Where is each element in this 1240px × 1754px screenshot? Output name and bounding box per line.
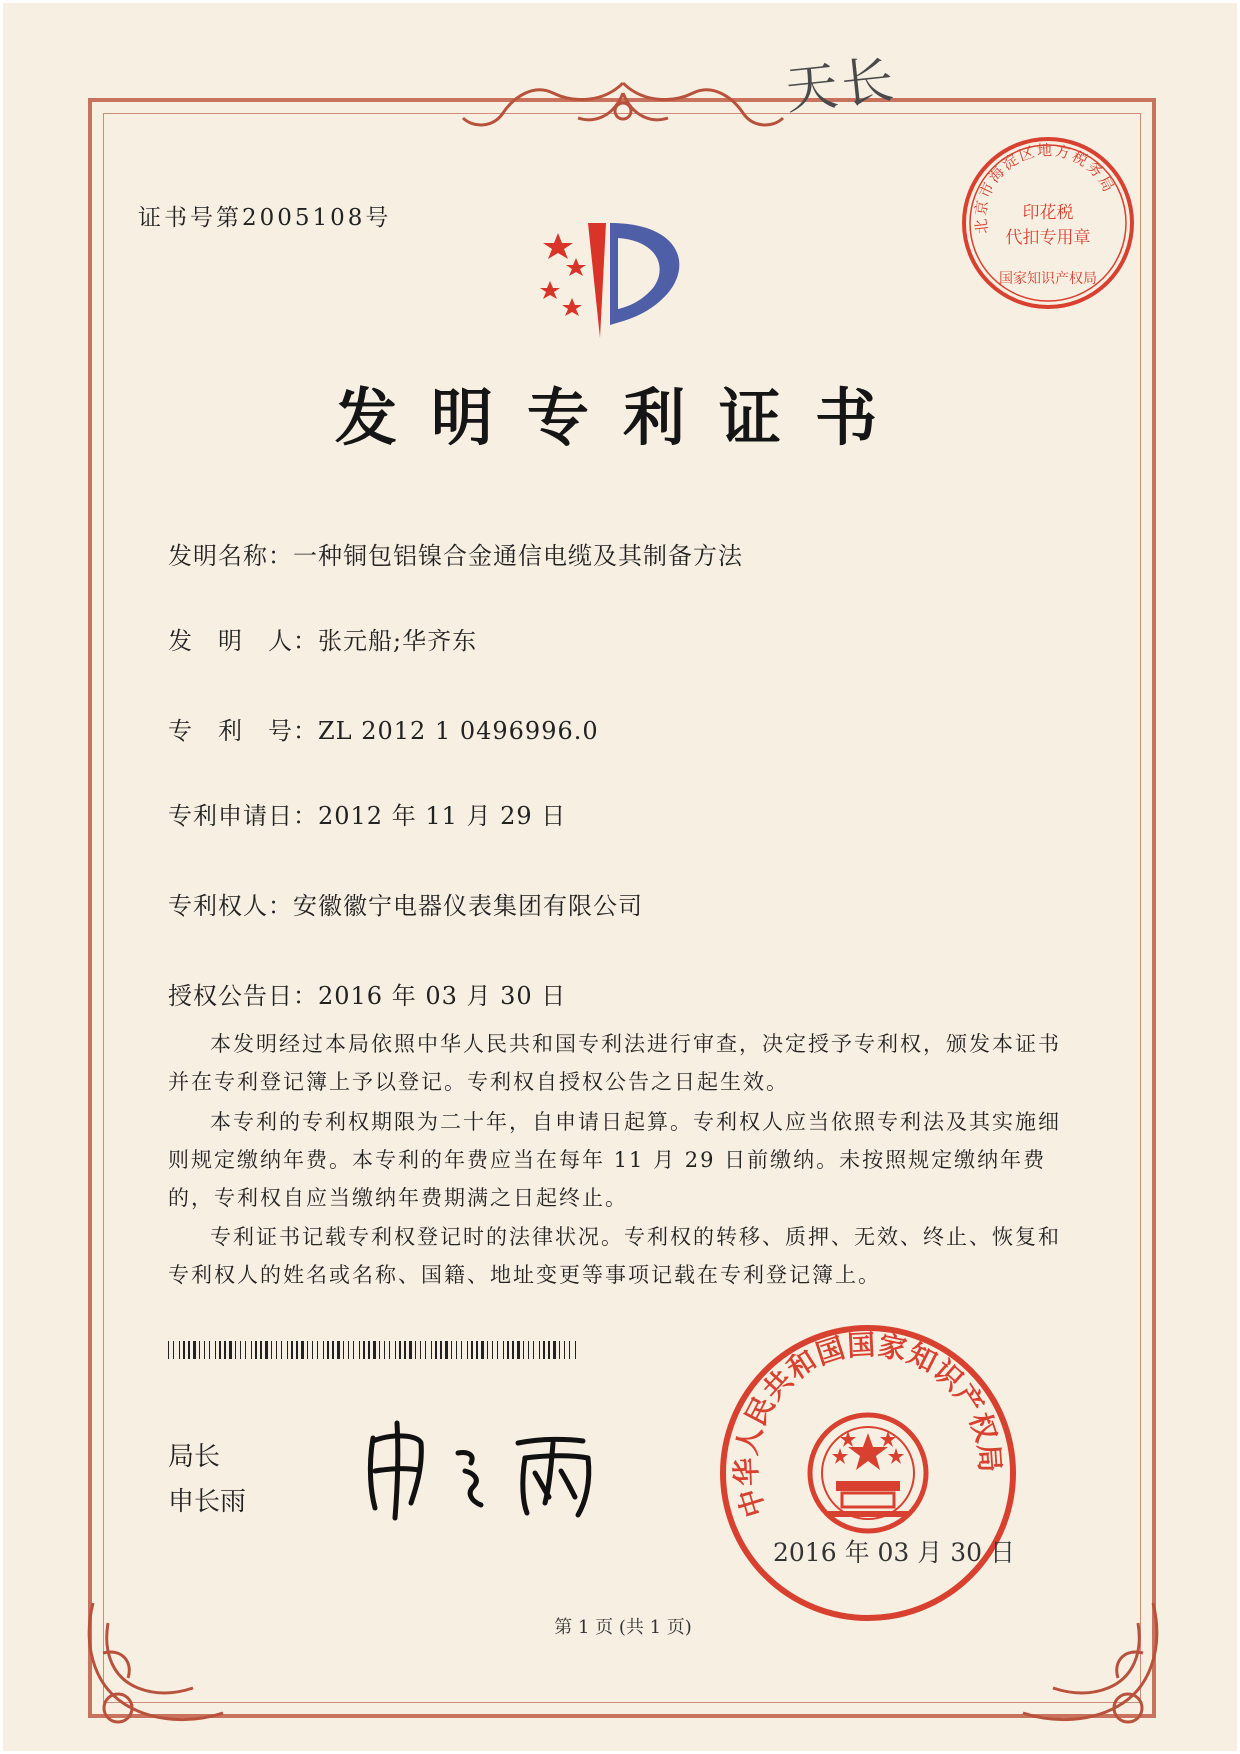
field-invention-name bbox=[168, 536, 743, 571]
patent-number-label: 专 利 号： bbox=[168, 717, 318, 745]
barcode-bar bbox=[343, 1341, 344, 1359]
chief-name: 申长雨 bbox=[168, 1487, 247, 1517]
barcode-bar bbox=[379, 1341, 380, 1359]
grant-date-label: 授权公告日： bbox=[168, 982, 318, 1010]
barcode-bar bbox=[323, 1341, 324, 1359]
tax-stamp-ring-text: 北京市海淀区地方税务局 bbox=[971, 141, 1119, 235]
barcode-bar bbox=[173, 1341, 174, 1359]
barcode-bar bbox=[395, 1341, 396, 1359]
barcode-bar bbox=[229, 1341, 232, 1359]
field-grant-date bbox=[168, 976, 566, 1011]
field-patent-number bbox=[168, 711, 599, 746]
barcode-bar bbox=[312, 1341, 313, 1359]
barcode-bar bbox=[348, 1341, 349, 1359]
barcode-bar bbox=[431, 1341, 432, 1359]
certificate-title: 发明专利证书 bbox=[334, 381, 911, 454]
barcode-bar bbox=[260, 1341, 262, 1359]
official-seal-date: 2016 年 03 月 30 日 bbox=[773, 1538, 1015, 1567]
barcode-bar bbox=[373, 1341, 376, 1359]
barcode-bar bbox=[517, 1341, 520, 1359]
barcode-bar bbox=[209, 1341, 210, 1359]
paragraph-3: 专利证书记载专利权登记时的法律状况。专利权的转移、质押、无效、终止、恢复和专利权人的姓名或名称、国籍、地址变更等事项记载在专利登记簿上。 bbox=[168, 1225, 1061, 1287]
filing-date-label: 专利申请日： bbox=[168, 802, 318, 830]
barcode-bar bbox=[503, 1341, 504, 1359]
field-patentee bbox=[168, 886, 643, 921]
barcode-bar bbox=[287, 1341, 288, 1359]
barcode-bar bbox=[384, 1341, 385, 1359]
barcode-bar bbox=[332, 1341, 334, 1359]
tax-stamp bbox=[958, 133, 1138, 313]
barcode-bar bbox=[255, 1341, 257, 1359]
barcode-bar bbox=[415, 1341, 416, 1359]
barcode-bar bbox=[481, 1341, 484, 1359]
patentee-label: 专利权人： bbox=[168, 892, 293, 920]
barcode-bar bbox=[564, 1341, 565, 1359]
barcode-bar bbox=[168, 1341, 169, 1359]
certificate-paper bbox=[3, 3, 1237, 1751]
barcode-bar bbox=[251, 1341, 252, 1359]
inventor-value: 张元船;华齐东 bbox=[318, 627, 478, 655]
barcode-bar bbox=[235, 1341, 236, 1359]
barcode-bar bbox=[359, 1341, 360, 1359]
barcode-bar bbox=[245, 1341, 246, 1359]
barcode-bar bbox=[265, 1341, 268, 1359]
official-seal bbox=[718, 1323, 1018, 1623]
barcode bbox=[168, 1341, 578, 1359]
barcode-bar bbox=[467, 1341, 468, 1359]
barcode-bar bbox=[476, 1341, 478, 1359]
barcode-bar bbox=[445, 1341, 448, 1359]
invention-name-value: 一种铜包铝镍合金通信电缆及其制备方法 bbox=[293, 542, 743, 570]
cnipa-logo-icon bbox=[528, 203, 718, 353]
chief-title: 局长 bbox=[168, 1442, 221, 1472]
barcode-bar bbox=[425, 1341, 426, 1359]
barcode-bar bbox=[507, 1341, 509, 1359]
barcode-bar bbox=[569, 1341, 570, 1359]
barcode-bar bbox=[291, 1341, 293, 1359]
certificate-number: 证书号第2005108号 bbox=[138, 205, 392, 231]
paragraph-1: 本发明经过本局依照中华人民共和国专利法进行审查，决定授予专利权，颁发本证书并在专利登记簿上予以登记。专利权自授权公告之日起生效。 bbox=[168, 1032, 1061, 1094]
barcode-bar bbox=[543, 1341, 545, 1359]
barcode-bar bbox=[497, 1341, 498, 1359]
barcode-bar bbox=[533, 1341, 534, 1359]
barcode-bar bbox=[368, 1341, 370, 1359]
barcode-bar bbox=[271, 1341, 272, 1359]
barcode-bar bbox=[215, 1341, 216, 1359]
national-emblem-icon bbox=[810, 1415, 926, 1531]
barcode-bar bbox=[307, 1341, 308, 1359]
barcode-bar bbox=[420, 1341, 421, 1359]
barcode-bar bbox=[553, 1341, 556, 1359]
barcode-bar bbox=[548, 1341, 550, 1359]
paragraph-2: 本专利的专利权期限为二十年，自申请日起算。专利权人应当依照专利法及其实施细则规定缴纳年费。本专利的年费应当在每年 11 月 29 日前缴纳。未按照规定缴纳年费的，专利权自应当缴纳年费期满之日起终止。 bbox=[168, 1110, 1061, 1210]
tax-stamp-line-1: 印花税 bbox=[1022, 203, 1074, 223]
barcode-bar bbox=[523, 1341, 524, 1359]
official-seal-ring-text: 中华人民共和国国家知识产权局 bbox=[729, 1328, 1007, 1521]
invention-name-label: 发明名称： bbox=[168, 542, 293, 570]
barcode-bar bbox=[492, 1341, 493, 1359]
tax-stamp-bottom-text: 国家知识产权局 bbox=[999, 271, 1097, 287]
signature bbox=[353, 1413, 633, 1523]
field-inventor bbox=[168, 621, 477, 656]
page-footer: 第 1 页 (共 1 页) bbox=[554, 1617, 692, 1638]
barcode-bar bbox=[461, 1341, 462, 1359]
barcode-bar bbox=[451, 1341, 452, 1359]
barcode-bar bbox=[487, 1341, 488, 1359]
barcode-bar bbox=[183, 1341, 185, 1359]
filing-date-value: 2012 年 11 月 29 日 bbox=[318, 802, 567, 830]
barcode-bar bbox=[440, 1341, 442, 1359]
barcode-bar bbox=[317, 1341, 318, 1359]
barcode-bar bbox=[363, 1341, 365, 1359]
handwritten-note: 天长 bbox=[782, 50, 901, 122]
tax-stamp-line-2: 代扣专用章 bbox=[1005, 228, 1091, 248]
barcode-bar bbox=[281, 1341, 282, 1359]
barcode-bar bbox=[204, 1341, 205, 1359]
barcode-bar bbox=[456, 1341, 457, 1359]
barcode-bar bbox=[301, 1341, 304, 1359]
barcode-bar bbox=[296, 1341, 298, 1359]
barcode-bar bbox=[276, 1341, 277, 1359]
barcode-bar bbox=[337, 1341, 340, 1359]
barcode-bar bbox=[435, 1341, 437, 1359]
top-ornament bbox=[443, 73, 803, 143]
barcode-bar bbox=[399, 1341, 401, 1359]
barcode-bar bbox=[404, 1341, 406, 1359]
barcode-bar bbox=[219, 1341, 221, 1359]
barcode-bar bbox=[512, 1341, 514, 1359]
barcode-bar bbox=[188, 1341, 190, 1359]
patentee-value: 安徽徽宁电器仪表集团有限公司 bbox=[293, 892, 643, 920]
barcode-bar bbox=[409, 1341, 412, 1359]
barcode-bar bbox=[559, 1341, 560, 1359]
barcode-bar bbox=[240, 1341, 241, 1359]
inventor-label: 发 明 人： bbox=[168, 627, 318, 655]
barcode-bar bbox=[199, 1341, 200, 1359]
barcode-bar bbox=[471, 1341, 473, 1359]
field-filing-date bbox=[168, 796, 566, 831]
grant-date-value: 2016 年 03 月 30 日 bbox=[318, 982, 567, 1010]
barcode-bar bbox=[179, 1341, 180, 1359]
patent-number-value: ZL 2012 1 0496996.0 bbox=[318, 717, 599, 745]
barcode-bar bbox=[539, 1341, 540, 1359]
barcode-bar bbox=[193, 1341, 196, 1359]
barcode-bar bbox=[327, 1341, 329, 1359]
barcode-bar bbox=[224, 1341, 226, 1359]
barcode-bar bbox=[389, 1341, 390, 1359]
barcode-bar bbox=[575, 1341, 576, 1359]
barcode-bar bbox=[528, 1341, 529, 1359]
barcode-bar bbox=[353, 1341, 354, 1359]
